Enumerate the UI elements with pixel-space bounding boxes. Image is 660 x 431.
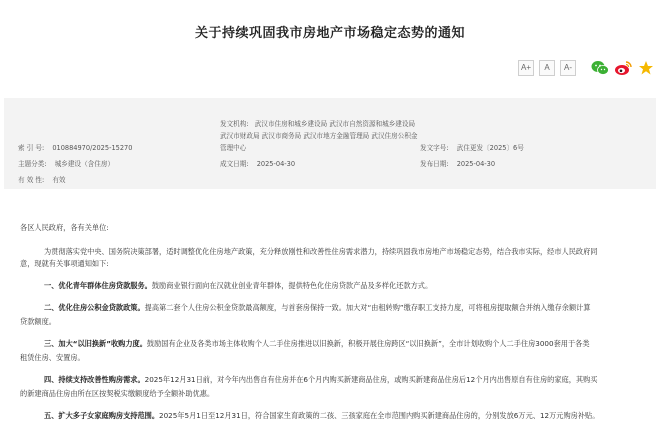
issuer-line2: 武汉市财政局 武汉市商务局 武汉市地方金融管理局 武汉住房公积金 [220,132,418,140]
item-heading: 三、加大“以旧换新”收购力度。 [44,339,147,348]
validity-row [18,174,66,184]
item-2-continuation: 贷款额度。 [20,317,56,326]
topic-value: 城乡建设（含住房） [54,160,115,168]
item-4-continuation: 的新建商品住房由所在区按契税实缴额度给予全额补助优惠。 [20,389,215,398]
salutation: 各区人民政府，各有关单位: [20,223,109,232]
document-metadata-panel [4,98,656,189]
page-title: 关于持续巩固我市房地产市场稳定态势的通知 [194,26,465,41]
item-text: 提高第二套个人住房公积金贷款最高额度，与首套房保持一致。加大对“由租转购”缴存职工支持力度，可将租房提取额合并纳入缴存余额计算 [144,303,591,312]
index-value: 010884970/2025-15270 [52,144,133,152]
intro-line1: 为贯彻落实党中央、国务院决策部署，适时调整优化住房地产政策，充分释放刚性和改善性住房需求潜力，持续巩固我市房地产市场稳定态势，结合我市实际，经市人民政府同 [44,247,598,256]
validity-label: 有 效 性: [18,176,45,184]
wechat-icon[interactable] [591,59,609,77]
weibo-icon[interactable] [614,59,632,77]
topic-row [18,158,114,168]
issuer-line1: 武汉市住房和城乡建设局 武汉市自然资源和城乡建设局 [254,120,416,128]
doc-number-row [420,142,524,152]
favorite-star-icon[interactable] [637,59,655,77]
publish-label: 发布日期: [420,160,449,168]
item-text: 鼓励国有企业及各类市场主体收购个人二手住房推进以旧换新，积极开展住房跨区“以旧换新”，全市计划收购个人二手住房3000套用于各类 [146,339,590,348]
font-small-button[interactable]: A- [560,60,576,76]
item-heading: 一、优化青年群体住房贷款服务。 [44,281,152,290]
validity-value: 有效 [52,176,66,184]
item-1 [44,280,432,292]
topic-label: 主题分类: [18,160,47,168]
intro-line2: 意，现就有关事项通知如下: [20,259,109,268]
issuer-row [220,118,415,128]
index-row [18,142,132,152]
font-large-button[interactable]: A+ [518,60,534,76]
index-label: 索 引 号: [18,144,45,152]
doc-number-label: 发文字号: [420,144,449,152]
created-label: 成文日期: [220,160,249,168]
item-3 [44,338,590,350]
issuer-line3: 管理中心 [220,144,247,152]
font-medium-button[interactable]: A [539,60,555,76]
item-text: 鼓励商业银行面向在汉就业创业青年群体，提供特色化住房贷款产品及多样化还款方式。 [151,281,433,290]
doc-number-value: 武住更发〔2025〕6号 [456,144,524,152]
item-4 [44,374,597,386]
item-heading: 二、优化住房公积金贷款政策。 [44,303,145,312]
item-5 [44,410,599,422]
item-3-continuation: 租赁住房、安置房。 [20,353,85,362]
created-value: 2025-04-30 [256,160,296,168]
item-heading: 四、持续支持改善性购房需求。 [44,375,145,384]
item-heading: 五、扩大多子女家庭购房支持范围。 [44,411,160,420]
toolbar [518,58,660,78]
item-text: 2025年5月1日至12月31日，符合国家生育政策的二孩、三孩家庭在全市范围内购买新建商品住房的，分别发放6万元、12万元购房补贴。 [159,411,600,420]
publish-row [420,158,495,168]
item-2 [44,302,591,314]
item-text: 2025年12月31日前，对今年内出售自有住房并在6个月内购买新建商品住房，或购买新建商品住房后12个月内出售原自有住房的家庭，其购买 [144,375,598,384]
issuer-label: 发文机构: [220,120,249,128]
publish-value: 2025-04-30 [456,160,496,168]
created-row [220,158,295,168]
